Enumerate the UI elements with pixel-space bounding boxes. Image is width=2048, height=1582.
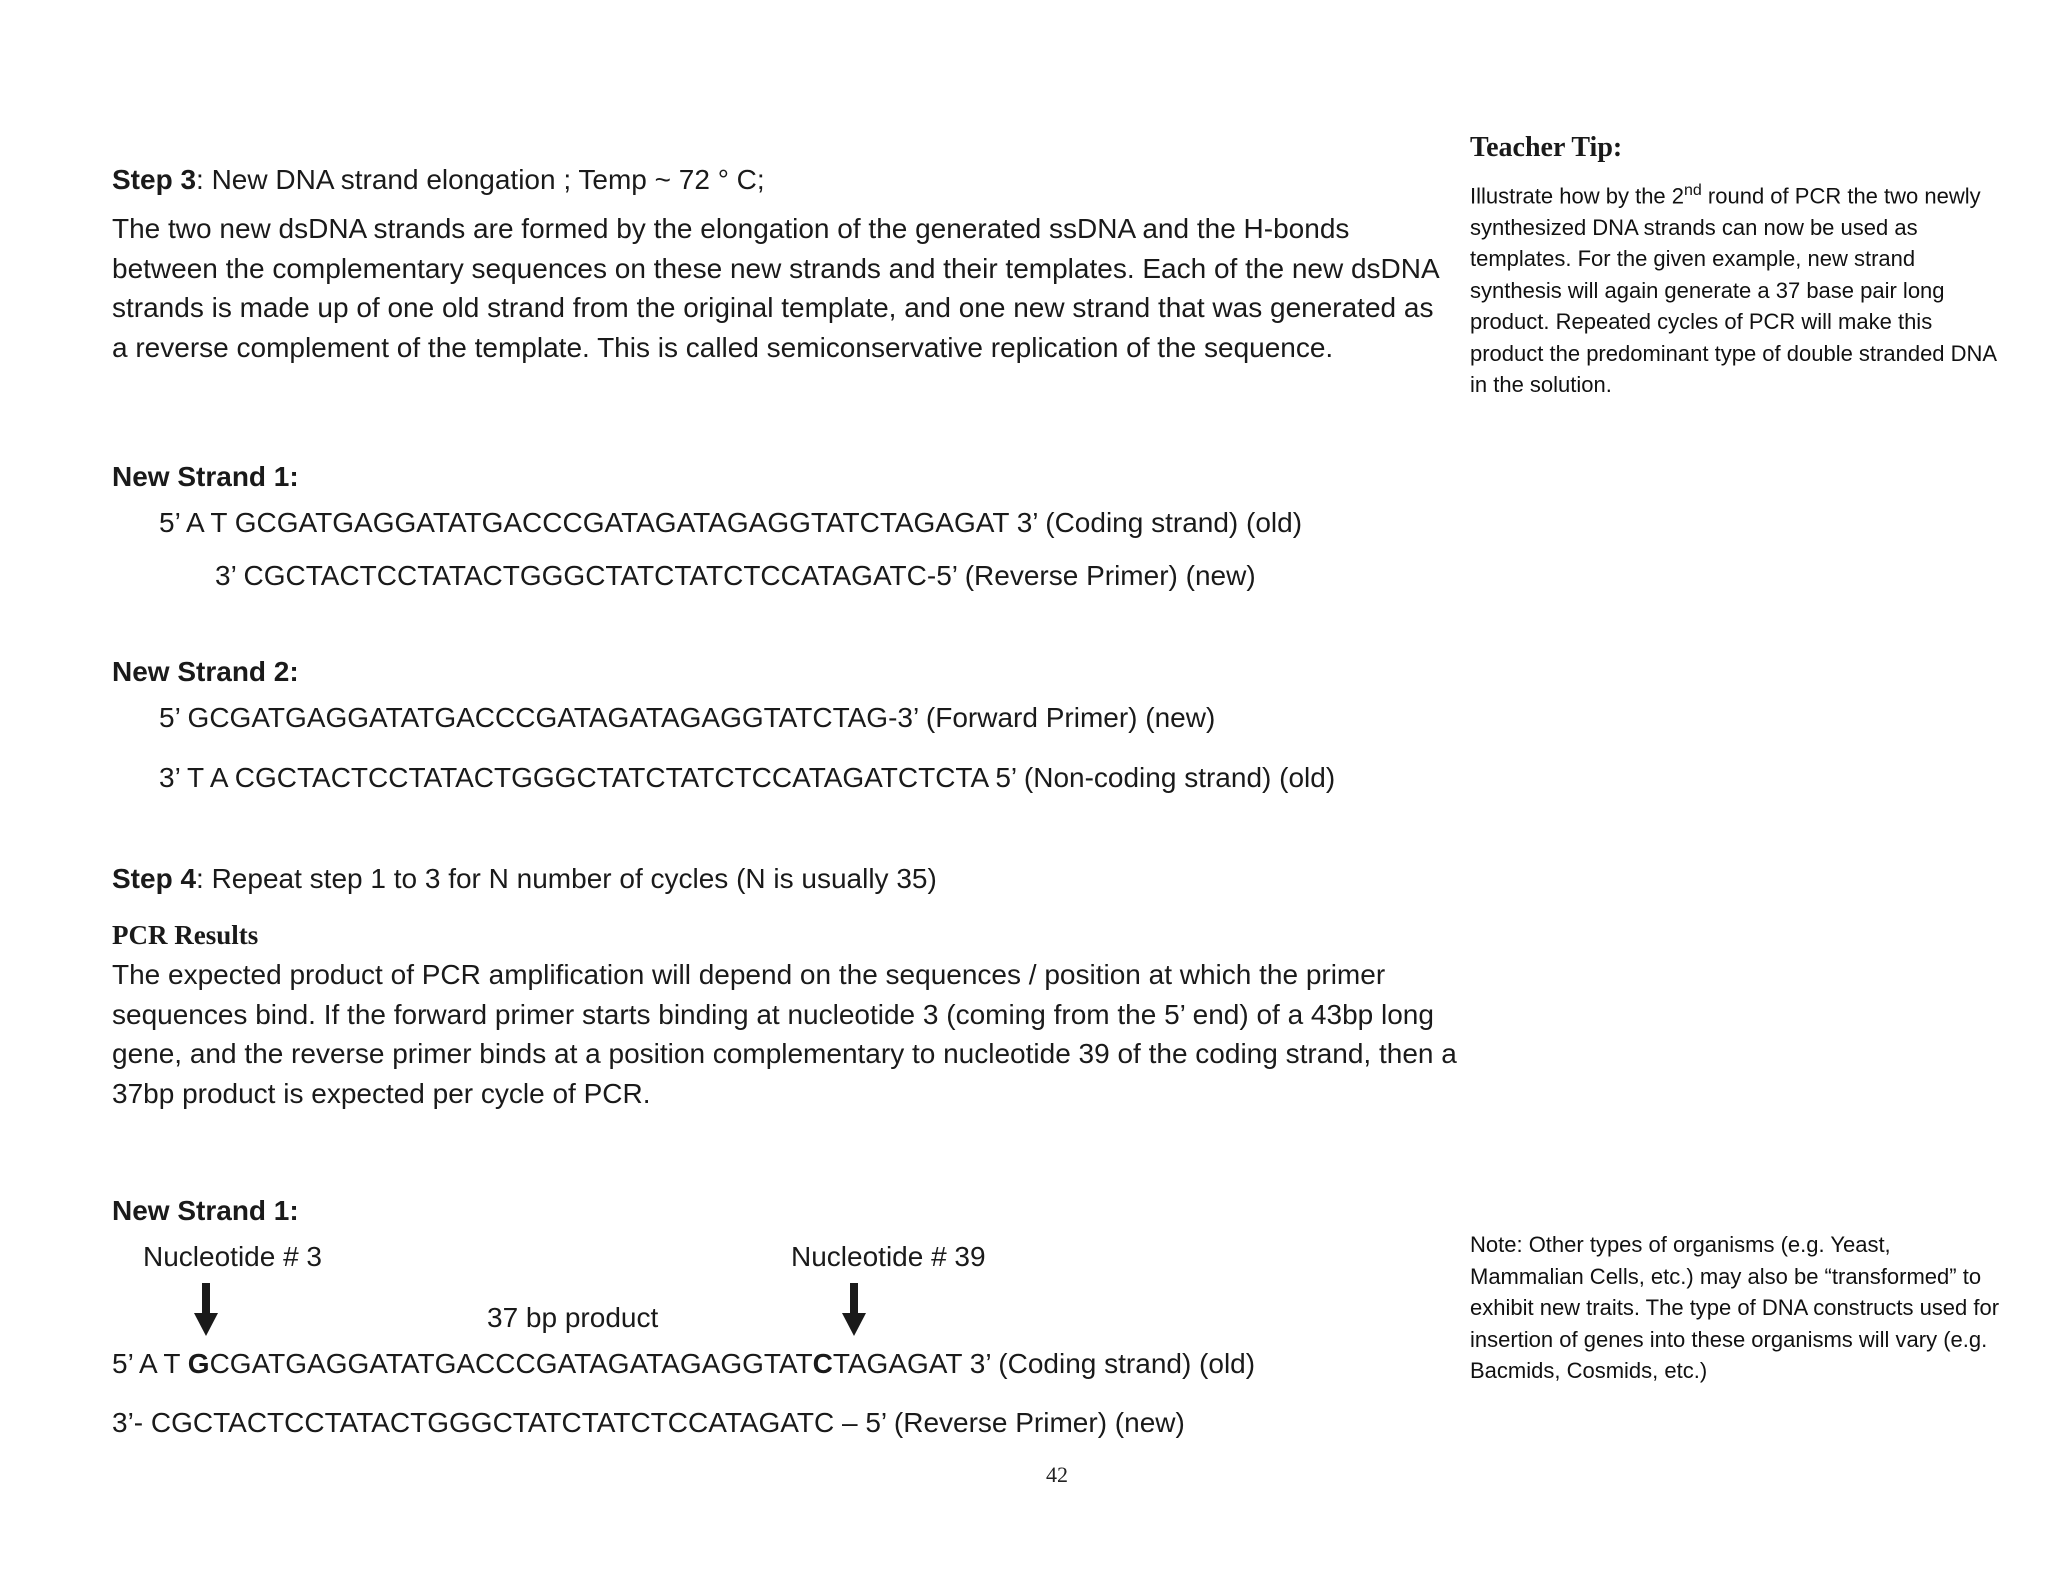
step3-label: Step 3 bbox=[112, 164, 197, 195]
pcr-results-paragraph: The expected product of PCR amplification will depend on the sequences / position at which the primer sequences bind. If the forward primer starts binding at nucleotide 3 (coming from the 5’ end) of a 43bp long gene, and the reverse primer binds at a position complementary to nucleotide 39 of the coding strand, then a 37bp product is expected per cycle of PCR. bbox=[112, 959, 1457, 1109]
strand1-line2: 3’ CGCTACTCCTATACTGGGCTATCTATCTCCATAGATC-5’ (Reverse Primer) (new) bbox=[215, 560, 1256, 591]
strand2-heading: New Strand 2: bbox=[112, 656, 299, 687]
step4-text: : Repeat step 1 to 3 for N number of cycles (N is usually 35) bbox=[196, 863, 937, 894]
nucleotide39-base: C bbox=[812, 1348, 833, 1379]
diagram-heading: New Strand 1: bbox=[112, 1195, 299, 1226]
step4-line bbox=[112, 859, 937, 898]
reverse-primer-line: 3’- CGCTACTCCTATACTGGGCTATCTATCTCCATAGATC – 5’ (Reverse Primer) (new) bbox=[112, 1407, 1185, 1438]
nucleotide39-label: Nucleotide # 39 bbox=[791, 1241, 986, 1272]
nucleotide3-base: G bbox=[187, 1348, 210, 1379]
teacher-tip-text: Illustrate how by the 2nd round of PCR the two newly synthesized DNA strands can now be used as templates. For the given example, new strand synthesis will again generate a 37 base pair long product. Repeated cycles of PCR will make this product the predominant type of double stranded DNA in the solution. bbox=[1470, 182, 1996, 398]
coding-strand-line: 5’ A T GCGATGAGGATATGACCCGATAGATAGAGGTATCTAGAGAT 3’ (Coding strand) (old) bbox=[112, 1348, 1256, 1379]
step3-text: : New DNA strand elongation ; Temp ~ 72 ° C; bbox=[196, 164, 765, 195]
teacher-tip-title: Teacher Tip: bbox=[1470, 132, 1623, 163]
strand2-line2: 3’ T A CGCTACTCCTATACTGGGCTATCTATCTCCATAGATCTCTA 5’ (Non-coding strand) (old) bbox=[159, 762, 1336, 793]
product-label: 37 bp product bbox=[487, 1302, 659, 1333]
strand1-line1: 5’ A T GCGATGAGGATATGACCCGATAGATAGAGGTATCTAGAGAT 3’ (Coding strand) (old) bbox=[159, 507, 1303, 538]
arrow-down-icon bbox=[841, 1283, 867, 1337]
step4-label: Step 4 bbox=[112, 863, 197, 894]
arrow-down-icon bbox=[193, 1283, 219, 1337]
note-text: Note: Other types of organisms (e.g. Yeast, Mammalian Cells, etc.) may also be “transformed” to exhibit new traits. The type of DNA constructs used for insertion of genes into these organisms will vary (e.g. Bacmids, Cosmids, etc.) bbox=[1470, 1232, 2000, 1383]
strand2-line1: 5’ GCGATGAGGATATGACCCGATAGATAGAGGTATCTAG-3’ (Forward Primer) (new) bbox=[159, 702, 1216, 733]
pcr-results-heading: PCR Results bbox=[112, 920, 259, 950]
nucleotide3-label: Nucleotide # 3 bbox=[143, 1241, 323, 1272]
step3-line bbox=[112, 160, 765, 199]
strand1-heading: New Strand 1: bbox=[112, 461, 299, 492]
page-number: 42 bbox=[1046, 1462, 1068, 1487]
step3-paragraph: The two new dsDNA strands are formed by the elongation of the generated ssDNA and the H-bonds between the complementary sequences on these new strands and their templates. Each of the new dsDNA strands is made up of one old strand from the original template, and one new strand that was generated as a reverse complement of the template. This is called semiconservative replication of the sequence. bbox=[112, 213, 1439, 363]
